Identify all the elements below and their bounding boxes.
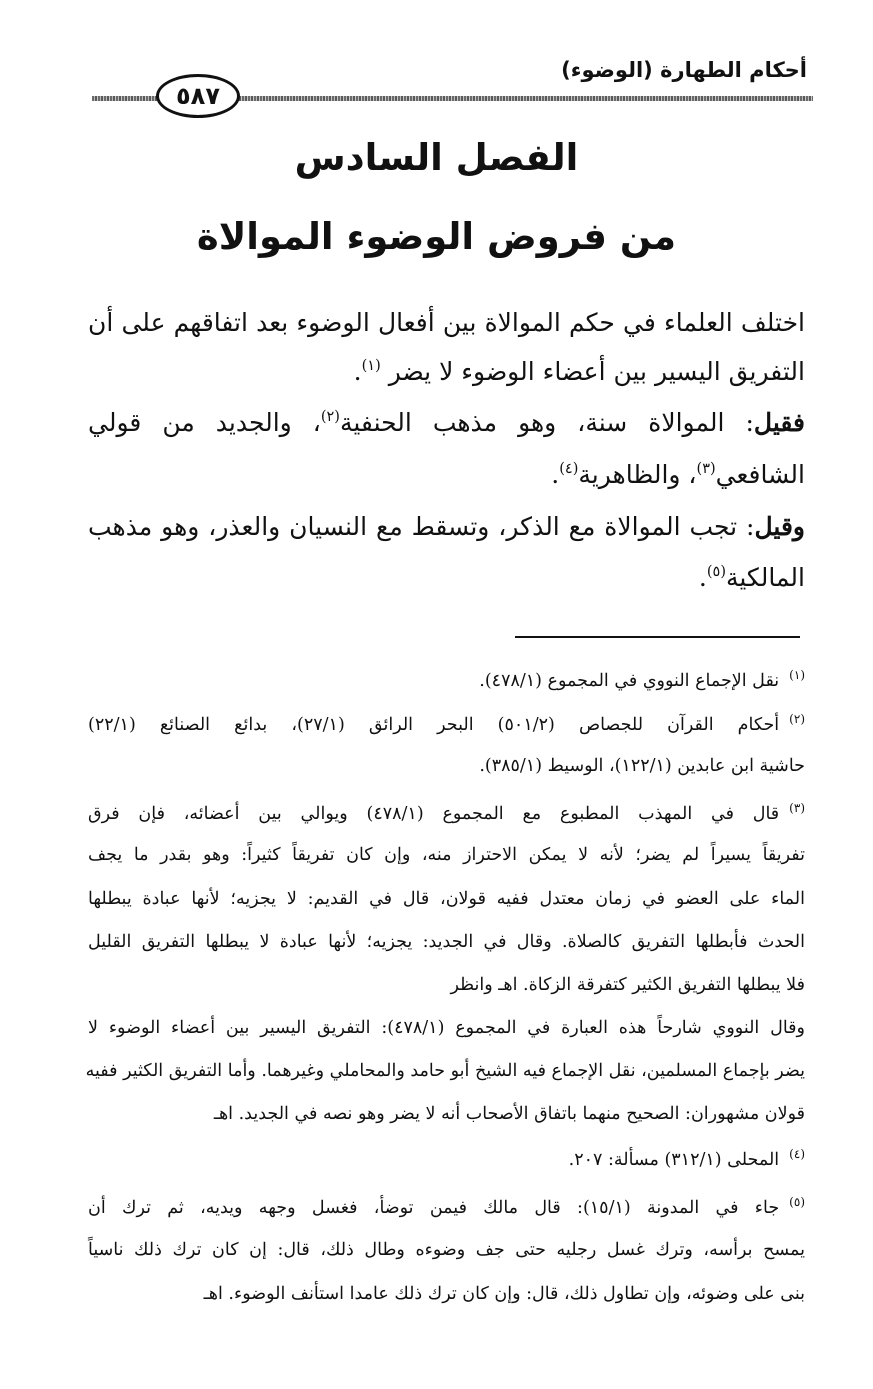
body-line — [88, 357, 805, 386]
footnote-3-line — [88, 845, 805, 865]
footnote-text: نقل الإجماع النووي في المجموع (٤٧٨/١). — [479, 671, 780, 692]
footnote-text: بنى على وضوئه، وإن تطاول ذلك، قال: وإن كان ترك ذلك عامدا استأنف الوضوء. اهـ — [203, 1284, 805, 1304]
footnote-text: يمسح برأسه، وترك غسل رجليه حتى جف وضوءه وطال ذلك، قال: إن كان ترك ذلك ناسياً — [88, 1240, 805, 1260]
footnote-3-line — [88, 1104, 805, 1124]
body-text: : الموالاة سنة، وهو مذهب الحنفية — [339, 408, 754, 437]
footnote-text: أحكام القرآن للجصاص (٥٠١/٢) البحر الرائق (٢٧/١)، بدائع الصنائع (٢٢/١) — [88, 715, 780, 736]
page-number: ٥٨٧ — [156, 74, 240, 118]
body-line — [88, 408, 805, 437]
keyword-fa-qila: فقيل — [753, 408, 805, 437]
body-text: . — [551, 460, 560, 489]
body-line — [88, 308, 805, 337]
footnote-text: الحدث فأبطلها التفريق كالصلاة. وقال في الجديد: يجزيه؛ لأنها عبادة لا يبطلها التفريق القليل — [88, 932, 805, 952]
footnote-marker: (٤) — [789, 1147, 805, 1161]
footnote-2-line — [88, 756, 805, 776]
running-title: أحكام الطهارة (الوضوء) — [561, 58, 807, 82]
body-text: ، والجديد من قولي — [88, 408, 321, 437]
footnote-ref: (٥) — [706, 563, 726, 580]
body-line — [88, 460, 805, 489]
footnote-3-line — [88, 932, 805, 952]
body-text: ، والظاهرية — [578, 460, 697, 489]
footnote-marker: (١) — [789, 668, 805, 682]
chapter-title: الفصل السادس — [294, 136, 579, 179]
body-text: اختلف العلماء في حكم الموالاة بين أفعال الوضوء بعد اتفاقهم على أن — [88, 308, 805, 337]
body-text: الشافعي — [715, 460, 805, 489]
footnote-marker: (٥) — [789, 1195, 805, 1209]
body-text: . — [353, 357, 362, 386]
footnote-3-line — [88, 1018, 805, 1038]
body-text: التفريق اليسير بين أعضاء الوضوء لا يضر — [388, 357, 805, 386]
footnote-marker: (٣) — [789, 801, 805, 815]
footnote-3-line — [88, 889, 805, 909]
body-text: المالكية — [725, 563, 805, 592]
footnote-text: الماء على العضو في زمان معتدل ففيه قولان، قال في القديم: لا يجزيه؛ لأنها عبادة يبطلها — [88, 889, 805, 909]
footnote-marker: (٢) — [789, 712, 805, 726]
footnote-3-line — [85, 1061, 805, 1081]
body-line — [88, 563, 805, 592]
footnote-ref: (٤) — [559, 460, 579, 477]
footnote-ref: (٣) — [696, 460, 716, 477]
body-text: . — [698, 563, 707, 592]
footnote-5-line — [88, 1240, 805, 1260]
footnote-text: يضر بإجماع المسلمين، نقل الإجماع فيه الشيخ أبو حامد والمحاملي وغيرهما. وأما التفريق الكثير ففيه — [85, 1061, 805, 1081]
chapter-subtitle: من فروض الوضوء الموالاة — [196, 215, 677, 258]
footnote-text: تفريقاً يسيراً لم يضر؛ لأنه لا يمكن الاحتراز منه، وإن كان تفريقاً كثيراً: وهو بقدر ما يجف — [88, 845, 805, 865]
footnote-5-line — [88, 1284, 805, 1304]
footnote-3 — [88, 801, 805, 824]
footnote-text: المحلى (٣١٢/١) مسألة: ٢٠٧. — [568, 1150, 780, 1171]
footnote-text: جاء في المدونة (١٥/١): قال مالك فيمن توضأ، فغسل وجهه ويديه، ثم ترك أن — [88, 1198, 780, 1219]
footnote-text: حاشية ابن عابدين (١٢٢/١)، الوسيط (٣٨٥/١). — [479, 756, 805, 776]
footnote-3-line — [88, 975, 805, 995]
footnote-text: فلا يبطلها التفريق الكثير كتفرقة الزكاة. اهـ وانظر — [450, 975, 805, 995]
footnote-text: قال في المهذب المطبوع مع المجموع (٤٧٨/١) ويوالي بين أعضائه، فإن فرق — [88, 804, 780, 825]
footnote-ref: (٢) — [320, 408, 340, 425]
footnote-text: وقال النووي شارحاً هذه العبارة في المجموع (٤٧٨/١): التفريق اليسير بين أعضاء الوضوء لا — [88, 1018, 805, 1038]
footnote-5 — [88, 1195, 805, 1218]
body-line — [88, 512, 805, 541]
footnote-ref: (١) — [361, 357, 381, 374]
footnote-text: قولان مشهوران: الصحيح منهما باتفاق الأصحاب أنه لا يضر وهو نصه في الجديد. اهـ — [213, 1104, 805, 1124]
footnote-4 — [88, 1147, 805, 1170]
footnote-2 — [88, 712, 805, 735]
footnote-separator — [515, 636, 800, 638]
keyword-wa-qila: وقيل — [754, 512, 805, 541]
body-text: : تجب الموالاة مع الذكر، وتسقط مع النسيان والعذر، وهو مذهب — [88, 512, 755, 541]
footnote-1 — [88, 668, 805, 691]
